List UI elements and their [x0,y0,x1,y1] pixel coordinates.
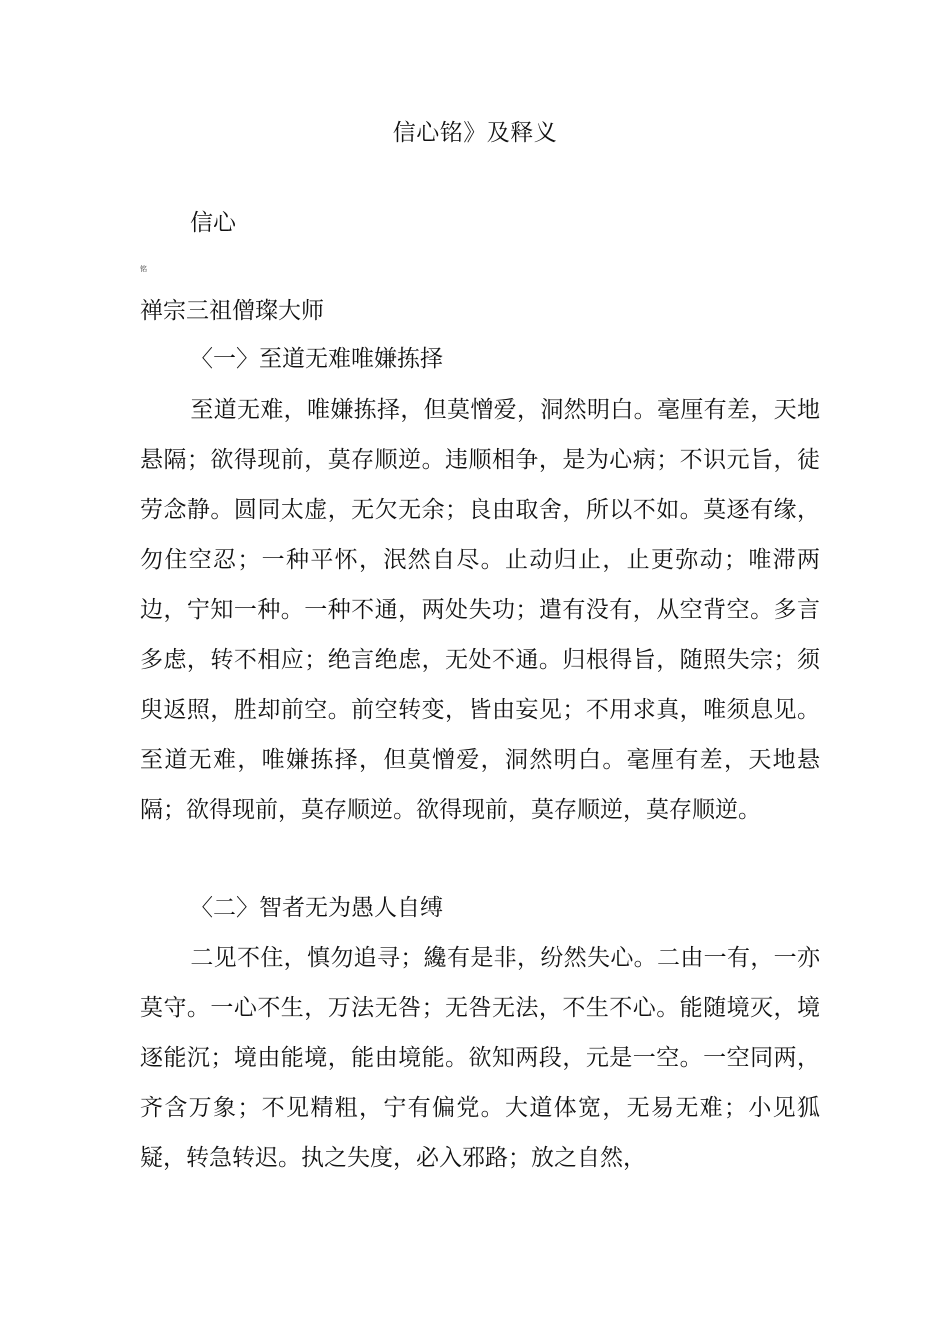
author-line: 禅宗三祖僧璨大师 [140,298,324,324]
paragraph-text-1: 至道无难，唯嫌拣择，但莫憎爱，洞然明白。毫厘有差，天地悬隔；欲得现前，莫存顺逆。违顺相争，是为心病；不识元旨，徒劳念静。圆同太虚，无欠无余；良由取舍，所以不如。莫逐有缘，勿住空忍；一种平怀，泯然自尽。止动归止，止更弥动；唯滞两边，宁知一种。一种不通，两处失功；遣有没有，从空背空。多言多虑，转不相应；绝言绝虑，无处不通。归根得旨，随照失宗；须臾返照，胜却前空。前空转变，皆由妄见；不用求真，唯须息见。至道无难，唯嫌拣择，但莫憎爱，洞然明白。毫厘有差，天地悬隔；欲得现前，莫存顺逆。欲得现前，莫存顺逆，莫存顺逆。 [140,397,820,823]
document-subtitle: 信心 [190,210,236,236]
paragraph-text-2: 二见不住，慎勿追寻；纔有是非，纷然失心。二由一有，一亦莫守。一心不生，万法无咎；无咎无法，不生不心。能随境灭，境逐能沉；境由能境，能由境能。欲知两段，元是一空。一空同两，齐含万象；不见精粗，宁有偏党。大道体宽，无易无难；小见狐疑，转急转迟。执之失度，必入邪路；放之自然， [140,945,820,1171]
document-title: 信心铭》及释义 [392,120,558,146]
section-heading-2: 〈二〉智者无为愚人自缚 [190,895,443,921]
tiny-mark: 铭 [140,265,147,273]
section-paragraph-2 [140,933,820,1183]
section-paragraph-1 [140,385,820,835]
section-heading-1: 〈一〉至道无难唯嫌拣择 [190,346,443,372]
